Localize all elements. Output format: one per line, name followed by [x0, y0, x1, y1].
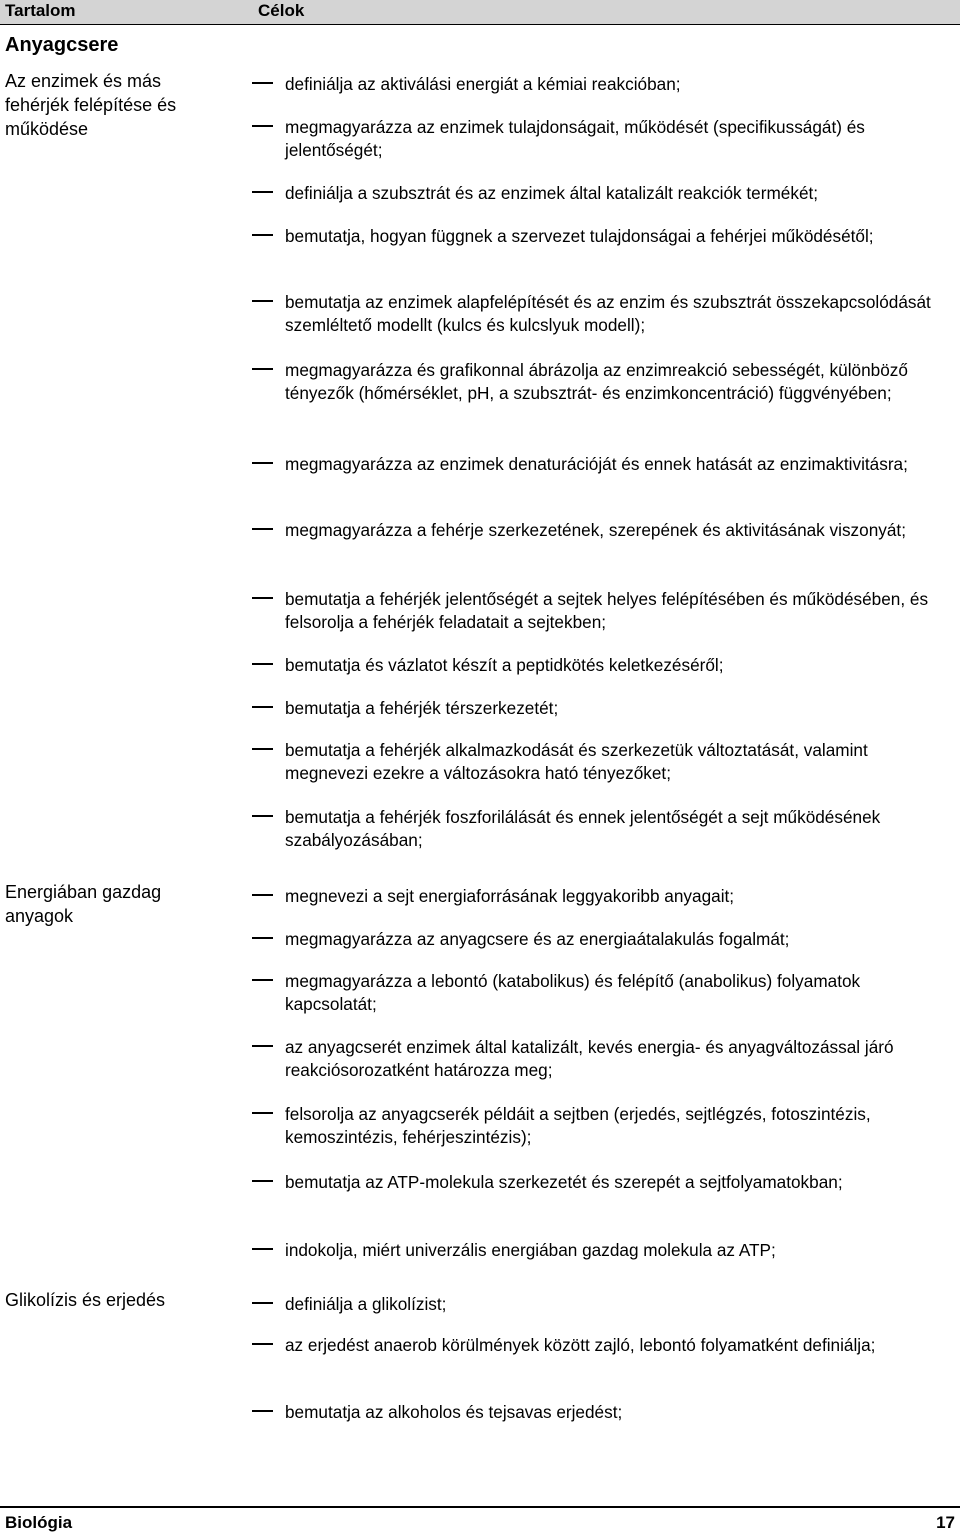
dash-bullet: [252, 1248, 273, 1250]
dash-bullet: [252, 125, 273, 127]
dash-bullet: [252, 368, 273, 370]
section-title: Anyagcsere: [5, 34, 119, 56]
footer-divider: [0, 1506, 960, 1508]
dash-bullet: [252, 1410, 273, 1412]
dash-bullet: [252, 528, 273, 530]
group-label: Glikolízis és erjedés: [5, 1290, 166, 1310]
list-item-text: bemutatja a fehérjék foszforilálását és ennek jelentőségét a sejt működésének szabályozásában;: [285, 807, 881, 850]
group-label: Energiában gazdag anyagok: [5, 882, 162, 926]
list-item-text: bemutatja az ATP-molekula szerkezetét és szerepét a sejtfolyamatokban;: [285, 1172, 843, 1192]
list-item-text: megmagyarázza a fehérje szerkezetének, szerepének és aktivitásának viszonyát;: [285, 520, 906, 540]
list-item-text: megmagyarázza az enzimek tulajdonságait, működését (specifikusságát) és jelentőségét;: [285, 117, 865, 160]
list-item-text: megmagyarázza az anyagcsere és az energiaátalakulás fogalmát;: [285, 929, 790, 949]
dash-bullet: [252, 191, 273, 193]
list-item-text: indokolja, miért univerzális energiában gazdag molekula az ATP;: [285, 1240, 776, 1260]
dash-bullet: [252, 937, 273, 939]
column-header-goals: Célok: [258, 1, 305, 20]
list-item-text: definiálja a glikolízist;: [285, 1294, 447, 1314]
list-item-text: megnevezi a sejt energiaforrásának leggyakoribb anyagait;: [285, 886, 735, 906]
dash-bullet: [252, 815, 273, 817]
dash-bullet: [252, 462, 273, 464]
list-item-text: bemutatja a fehérjék jelentőségét a sejtek helyes felépítésében és működésében, és felsorolja a fehérjék feladatait a sejtekben;: [285, 589, 929, 632]
dash-bullet: [252, 82, 273, 84]
dash-bullet: [252, 300, 273, 302]
list-item-text: definiálja az aktiválási energiát a kémiai reakcióban;: [285, 74, 681, 94]
list-item-text: bemutatja, hogyan függnek a szervezet tulajdonságai a fehérjei működésétől;: [285, 226, 874, 246]
table-header-bar: [0, 0, 960, 24]
dash-bullet: [252, 1112, 273, 1114]
list-item-text: bemutatja az alkoholos és tejsavas erjedést;: [285, 1402, 623, 1422]
dash-bullet: [252, 706, 273, 708]
column-header-content: Tartalom: [5, 1, 76, 20]
list-item-text: az erjedést anaerob körülmények között zajló, lebontó folyamatként definiálja;: [285, 1335, 876, 1355]
dash-bullet: [252, 748, 273, 750]
dash-bullet: [252, 1180, 273, 1182]
list-item-text: definiálja a szubsztrát és az enzimek által katalizált reakciók termékét;: [285, 183, 819, 203]
dash-bullet: [252, 234, 273, 236]
list-item-text: megmagyarázza az enzimek denaturációját és ennek hatását az enzimaktivitásra;: [285, 454, 908, 474]
dash-bullet: [252, 597, 273, 599]
list-item-text: megmagyarázza és grafikonnal ábrázolja az enzimreakció sebességét, különböző tényezők (hőmérséklet, pH, a szubsztrát- és enzimkoncentráció) függvényében;: [285, 360, 908, 403]
list-item-text: bemutatja az enzimek alapfelépítését és az enzim és szubsztrát összekapcsolódását szemléltető modellt (kulcs és kulcslyuk modell);: [285, 292, 931, 335]
dash-bullet: [252, 894, 273, 896]
dash-bullet: [252, 663, 273, 665]
list-item-text: megmagyarázza a lebontó (katabolikus) és felépítő (anabolikus) folyamatok kapcsolatát;: [285, 971, 861, 1014]
list-item-text: bemutatja a fehérjék alkalmazkodását és szerkezetük változtatását, valamint megnevezi ezekre a változásokra ható tényezőket;: [285, 740, 868, 783]
list-item-text: bemutatja és vázlatot készít a peptidkötés keletkezéséről;: [285, 655, 724, 675]
list-item-text: bemutatja a fehérjék térszerkezetét;: [285, 698, 559, 718]
list-item-text: az anyagcserét enzimek által katalizált, kevés energia- és anyagváltozással járó reakciósorozatként határozza meg;: [285, 1037, 894, 1080]
group-label: Az enzimek és más fehérjék felépítése és működése: [5, 71, 177, 139]
dash-bullet: [252, 1343, 273, 1345]
page-number: 17: [936, 1513, 955, 1532]
list-item-text: felsorolja az anyagcserék példáit a sejtben (erjedés, sejtlégzés, fotoszintézis, kemoszintézis, fehérjeszintézis);: [285, 1104, 871, 1147]
dash-bullet: [252, 1045, 273, 1047]
footer-subject: Biológia: [5, 1513, 73, 1532]
dash-bullet: [252, 1302, 273, 1304]
dash-bullet: [252, 979, 273, 981]
header-divider: [0, 24, 960, 25]
